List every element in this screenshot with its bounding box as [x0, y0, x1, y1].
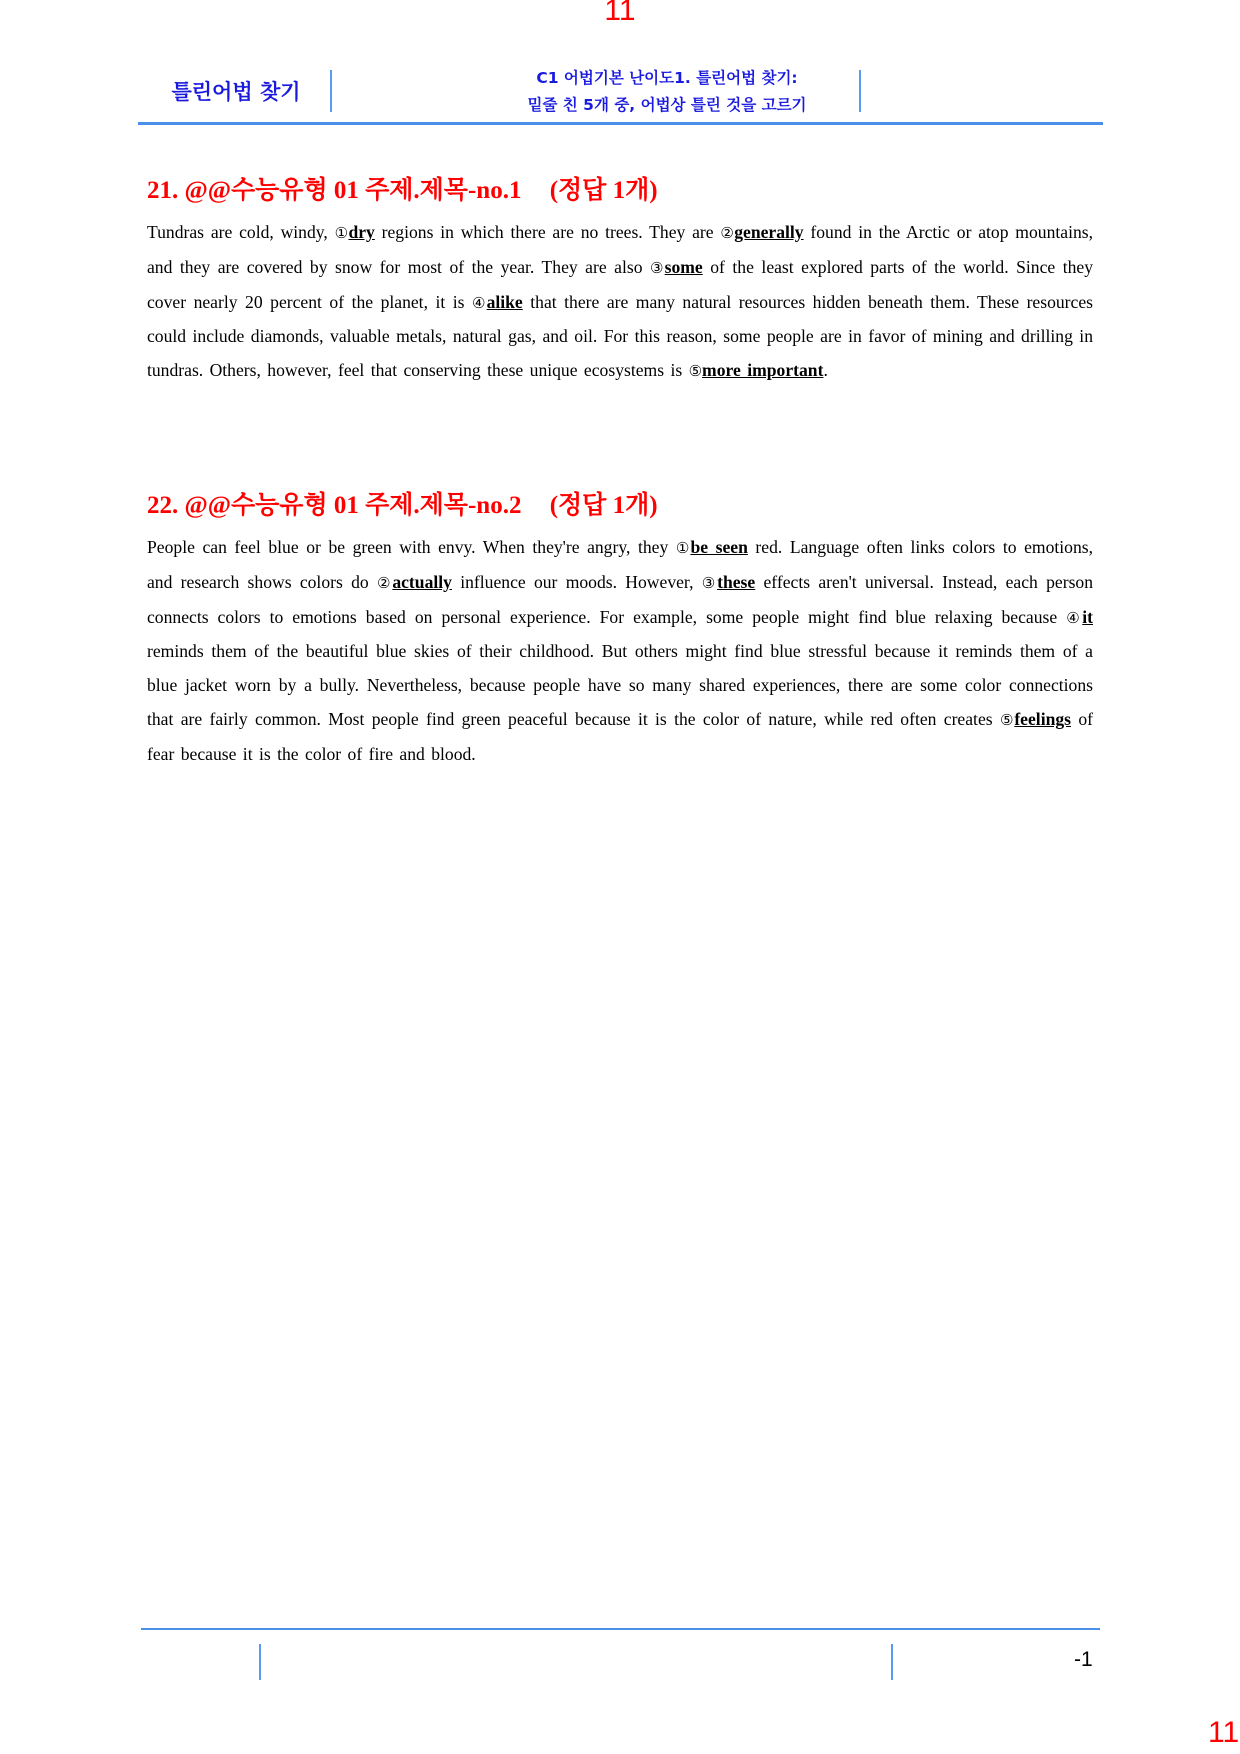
question-passage	[147, 531, 1093, 772]
header-title: 틀린어법 찾기	[171, 80, 301, 104]
question-21	[147, 170, 1093, 389]
question-answer-note: (정답 1개)	[549, 492, 658, 519]
underlined-choice: generally	[734, 222, 804, 242]
choice-marker: ④	[1066, 608, 1083, 627]
passage-text: reminds them of the beautiful blue skies of their childhood. But others might find blue stressful because it reminds them of a blue jacket worn by a bully. Nevertheless, because people have so many shared experiences, there are some color connections that are fairly common. Most people find green peaceful because it is the color of nature, while red often creates	[147, 641, 1093, 729]
underlined-choice: be seen	[690, 537, 748, 557]
question-22	[147, 485, 1093, 772]
choice-marker: ②	[376, 573, 393, 592]
header-subtitle-line1: C1 어법기본 난이도1. 틀린어법 찾기:	[536, 69, 798, 87]
question-number: 21.	[147, 177, 179, 204]
question-number: 22.	[147, 492, 179, 519]
page-number-bottom: 11	[1208, 1716, 1240, 1749]
choice-marker: ①	[675, 539, 691, 557]
question-answer-note: (정답 1개)	[549, 177, 658, 204]
choice-marker: ①	[334, 224, 349, 242]
choice-marker: ⑤	[688, 362, 703, 381]
page-header	[138, 68, 1102, 122]
passage-text: regions in which there are no trees. They are	[374, 222, 721, 242]
choice-marker: ②	[720, 224, 735, 242]
header-subtitle-line2: 밑줄 친 5개 중, 어법상 틀린 것을 고르기	[527, 96, 807, 114]
header-subtitle	[335, 65, 999, 119]
underlined-choice: alike	[486, 291, 523, 312]
underlined-choice: these	[717, 571, 756, 592]
footer-page-number: -1	[1074, 1648, 1093, 1671]
header-divider-right	[859, 70, 861, 112]
underlined-choice: more important	[702, 360, 824, 381]
passage-text: .	[823, 360, 828, 381]
underlined-choice: actually	[392, 571, 452, 592]
underlined-choice: dry	[348, 222, 375, 242]
passage-text: red. Language often links colors to emotions, and research shows colors do	[147, 537, 1094, 592]
choice-marker: ④	[472, 293, 487, 312]
choice-marker: ⑤	[999, 710, 1015, 729]
footer-divider-right	[891, 1644, 893, 1680]
header-rule	[138, 122, 1103, 125]
footer-rule	[141, 1628, 1100, 1630]
question-title	[147, 170, 1093, 206]
question-title	[147, 485, 1093, 521]
passage-text: effects aren't universal. Instead, each person connects colors to emotions based on personal experience. For example, some people might find blue relaxing because	[147, 571, 1094, 627]
question-passage	[147, 216, 1093, 389]
underlined-choice: some	[664, 256, 703, 277]
passage-text: Tundras are cold, windy,	[147, 222, 335, 242]
underlined-choice: it	[1082, 606, 1093, 627]
passage-text: People can feel blue or be green with envy. When they're angry, they	[147, 537, 676, 557]
passage-text: that there are many natural resources hidden beneath them. These resources could include diamonds, valuable metals, natural gas, and oil. For this reason, some people are in favor of mining and drilling in tundras. Others, however, feel that conserving these unique ecosystems is	[147, 291, 1094, 381]
passage-text: of the least explored parts of the world. Since they cover nearly 20 percent of the planet, it is	[147, 256, 1094, 312]
choice-marker: ③	[701, 573, 718, 592]
passage-text: of fear because it is the color of fire and blood.	[147, 708, 1093, 764]
page-number-top: 11	[604, 0, 636, 27]
question-heading: @@수능유형 01 주제.제목-no.2	[184, 492, 522, 519]
passage-text: influence our moods. However,	[451, 571, 702, 592]
choice-marker: ③	[650, 258, 665, 277]
footer-divider-left	[259, 1644, 261, 1680]
question-heading: @@수능유형 01 주제.제목-no.1	[184, 177, 522, 204]
header-divider-left	[330, 70, 332, 112]
passage-text: found in the Arctic or atop mountains, and they are covered by snow for most of the year. They are also	[147, 222, 1093, 277]
underlined-choice: feelings	[1014, 708, 1072, 729]
